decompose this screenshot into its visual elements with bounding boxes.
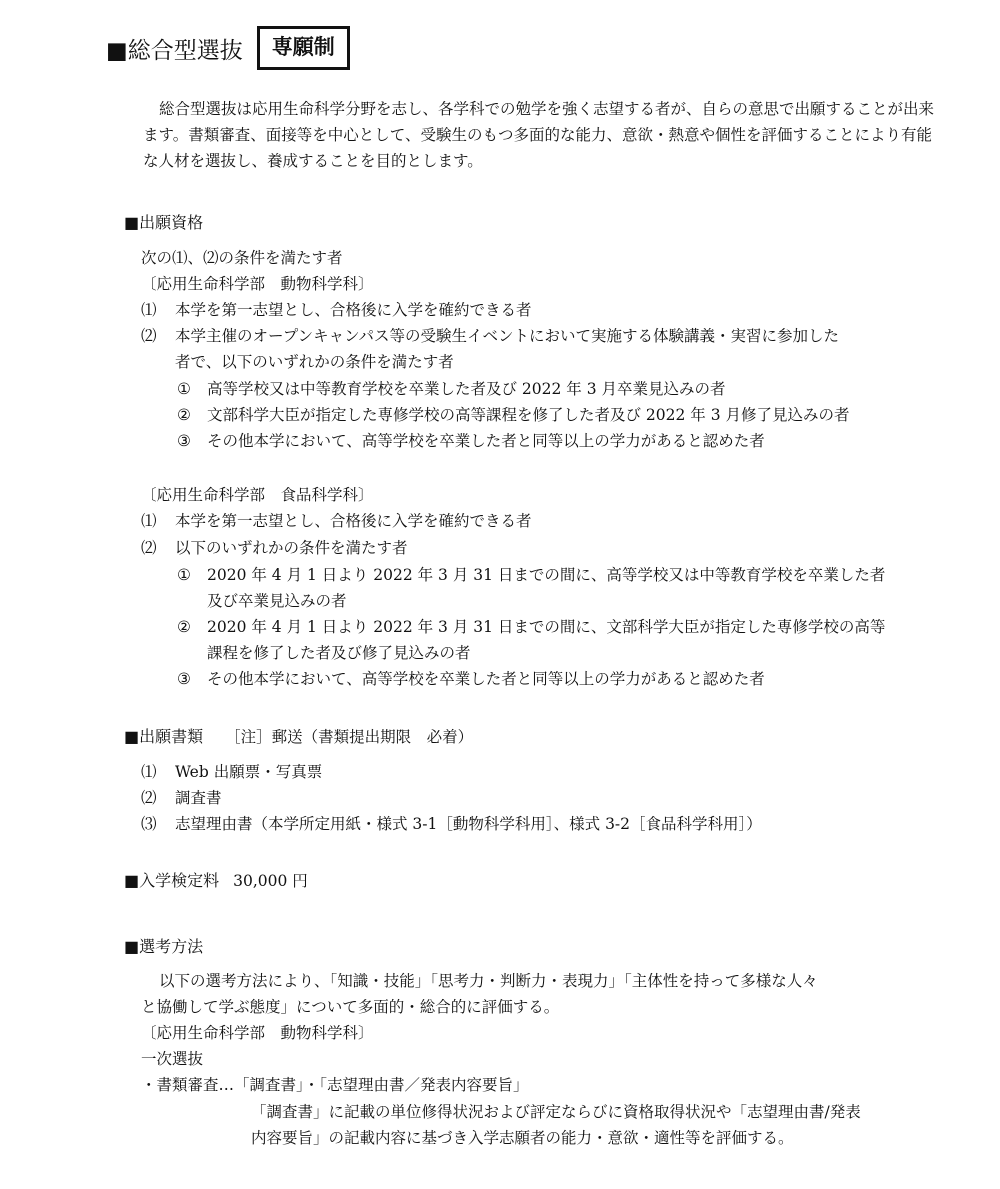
animal-condition-1 (141, 297, 532, 323)
item-number: ⑴ (141, 763, 157, 781)
sub-text: 高等学校又は中等教育学校を卒業した者及び 2022 年 3 月卒業見込みの者 (207, 380, 726, 398)
animal-sub-1 (177, 376, 726, 402)
selection-heading: ■選考方法 (124, 937, 204, 956)
intro-paragraph: 総合型選抜は応用生命科学分野を志し、各学科での勉学を強く志望する者が、自らの意思で出願することが出来ます。書類審査、面接等を中心として、受験生のもつ多面的な能力、意欲・熱意や個性を評価することにより有能な人材を選抜し、養成することを目的とします。 (143, 100, 935, 170)
condition-text: 本学を第一志望とし、合格後に入学を確約できる者 (175, 301, 532, 319)
condition-text: 以下のいずれかの条件を満たす者 (175, 539, 408, 557)
sub-number: ① (177, 566, 191, 584)
animal-sub-3 (177, 428, 765, 454)
selection-paragraph-line-2: と協働して学ぶ態度」について多面的・総合的に評価する。 (141, 998, 560, 1016)
document-item-1 (141, 759, 322, 785)
food-sub-1 (177, 562, 885, 588)
item-text: 志望理由書（本学所定用紙・様式 3-1［動物科学科用］、様式 3-2［食品科学科用］） (175, 815, 762, 833)
sub-text: その他本学において、高等学校を卒業した者と同等以上の学力があると認めた者 (207, 670, 765, 688)
animal-dept-label: 〔応用生命科学部 動物科学科〕 (141, 275, 374, 293)
document-review-line: ・書類審査…「調査書」・「志望理由書／発表内容要旨」 (141, 1076, 529, 1094)
food-sub-2-cont: 課程を修了した者及び修了見込みの者 (207, 644, 471, 662)
sub-number: ① (177, 380, 191, 398)
exclusive-badge: 専願制 (257, 26, 350, 70)
sub-number: ③ (177, 670, 191, 688)
documents-note: ［注］郵送（書類提出期限 必着） (225, 728, 474, 746)
animal-condition-2 (141, 323, 839, 349)
animal-sub-2 (177, 402, 850, 428)
selection-dept-label: 〔応用生命科学部 動物科学科〕 (141, 1024, 374, 1042)
item-text: 調査書 (175, 789, 222, 807)
sub-number: ③ (177, 432, 191, 450)
document-item-2 (141, 785, 222, 811)
sub-text: 2020 年 4 月 1 日より 2022 年 3 月 31 日までの間に、高等学校又は中等教育学校を卒業した者 (207, 566, 886, 584)
review-description-line-1: 「調査書」に記載の単位修得状況および評定ならびに資格取得状況や「志望理由書/発表 (251, 1103, 861, 1121)
selection-paragraph-line-1: 以下の選考方法により、「知識・技能」「思考力・判断力・表現力」「主体性を持って多様な人々 (159, 972, 818, 990)
food-sub-3 (177, 666, 765, 692)
document-item-3 (141, 811, 762, 837)
condition-number: ⑵ (141, 327, 157, 345)
page-title: ■総合型選抜 (106, 37, 243, 64)
fee-heading (124, 868, 308, 894)
food-sub-2 (177, 614, 885, 640)
documents-heading (124, 724, 473, 750)
condition-number: ⑴ (141, 512, 157, 530)
fee-amount: 30,000 円 (233, 872, 308, 890)
condition-text: 本学主催のオープンキャンパス等の受験生イベントにおいて実施する体験講義・実習に参加した (175, 327, 840, 345)
eligibility-heading: ■出願資格 (124, 213, 204, 232)
item-number: ⑵ (141, 789, 157, 807)
condition-text: 本学を第一志望とし、合格後に入学を確約できる者 (175, 512, 532, 530)
food-condition-2 (141, 535, 408, 561)
item-number: ⑶ (141, 815, 157, 833)
food-sub-1-cont: 及び卒業見込みの者 (207, 592, 347, 610)
sub-text: 文部科学大臣が指定した専修学校の高等課程を修了した者及び 2022 年 3 月修了見込みの者 (207, 406, 850, 424)
condition-number: ⑴ (141, 301, 157, 319)
documents-heading-label: ■出願書類 (124, 727, 204, 746)
sub-text: 2020 年 4 月 1 日より 2022 年 3 月 31 日までの間に、文部科学大臣が指定した専修学校の高等 (207, 618, 886, 636)
animal-condition-2-cont: 者で、以下のいずれかの条件を満たす者 (175, 353, 454, 371)
fee-heading-label: ■入学検定料 (124, 871, 220, 890)
item-text: Web 出願票・写真票 (175, 763, 323, 781)
review-description-line-2: 内容要旨」の記載内容に基づき入学志願者の能力・意欲・適性等を評価する。 (251, 1129, 794, 1147)
title-row (106, 26, 350, 70)
food-condition-1 (141, 508, 532, 534)
sub-text: その他本学において、高等学校を卒業した者と同等以上の学力があると認めた者 (207, 432, 765, 450)
condition-number: ⑵ (141, 539, 157, 557)
food-dept-label: 〔応用生命科学部 食品科学科〕 (141, 486, 374, 504)
eligibility-lead: 次の⑴、⑵の条件を満たす者 (141, 249, 343, 267)
sub-number: ② (177, 618, 191, 636)
selection-stage: 一次選抜 (141, 1050, 204, 1068)
sub-number: ② (177, 406, 191, 424)
